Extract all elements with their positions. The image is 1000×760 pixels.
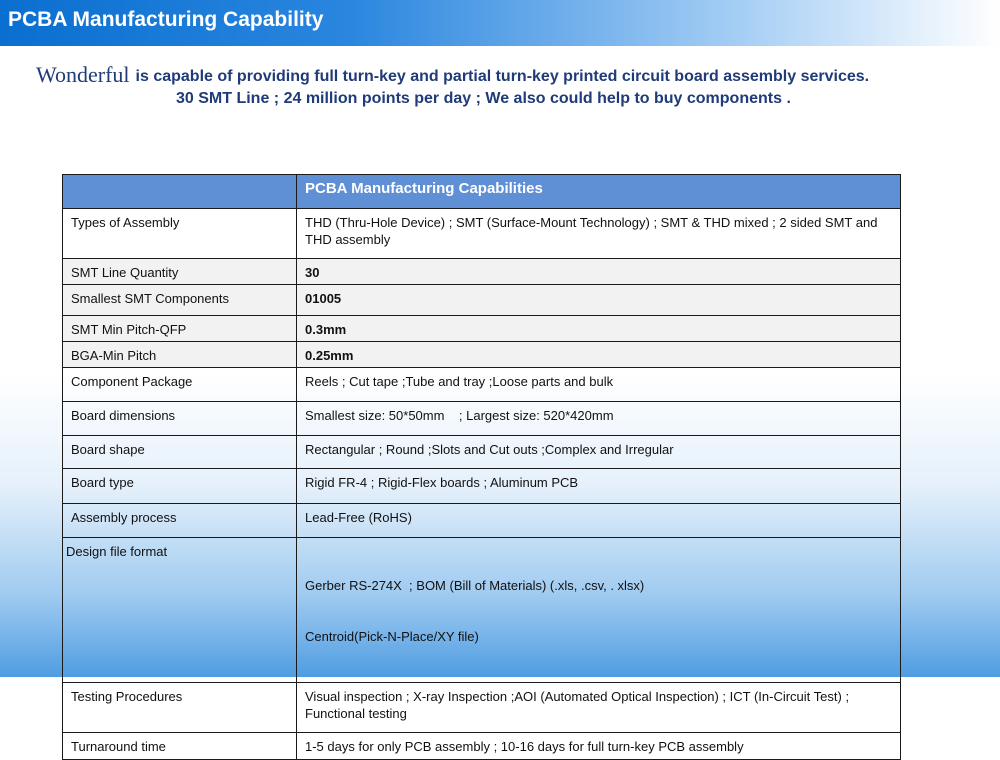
table-row [63, 209, 901, 259]
row-label: Turnaround time [63, 733, 297, 760]
table-header-blank [63, 175, 297, 209]
row-value-line-1: Gerber RS-274X ; BOM (Bill of Materials) (.xls, .csv, . xlsx) [305, 578, 645, 593]
table-row [63, 538, 901, 683]
row-label: SMT Min Pitch-QFP [63, 316, 297, 342]
row-label: Board dimensions [63, 402, 297, 436]
row-label: Board type [63, 469, 297, 504]
table-row [63, 368, 901, 402]
row-value: 1-5 days for only PCB assembly ; 10-16 days for full turn-key PCB assembly [297, 733, 901, 760]
row-label: SMT Line Quantity [63, 259, 297, 285]
intro-line-2: 30 SMT Line ; 24 million points per day ; We also could help to buy components . [176, 90, 791, 107]
row-value: Rigid FR-4 ; Rigid-Flex boards ; Aluminum PCB [297, 469, 901, 504]
table-row [63, 469, 901, 504]
row-value: 0.25mm [297, 342, 901, 368]
table-row [63, 733, 901, 760]
row-value: 0.3mm [297, 316, 901, 342]
table-row [63, 316, 901, 342]
table-row [63, 436, 901, 469]
row-value-line-2: Centroid(Pick-N-Place/XY file) [305, 629, 479, 644]
brand-name: Wonderful [36, 62, 130, 87]
row-value [297, 538, 901, 683]
capabilities-table [62, 174, 901, 760]
row-value: Reels ; Cut tape ;Tube and tray ;Loose parts and bulk [297, 368, 901, 402]
row-value: Smallest size: 50*50mm ; Largest size: 520*420mm [297, 402, 901, 436]
page-title: PCBA Manufacturing Capability [8, 8, 324, 31]
row-value: 30 [297, 259, 901, 285]
row-label: Types of Assembly [63, 209, 297, 259]
table-title: PCBA Manufacturing Capabilities [297, 175, 901, 209]
table-row [63, 285, 901, 316]
table-row [63, 504, 901, 538]
row-label: Design file format [63, 538, 297, 683]
table-row [63, 259, 901, 285]
table-row [63, 683, 901, 733]
table-row [63, 342, 901, 368]
row-value: Visual inspection ; X-ray Inspection ;AOI (Automated Optical Inspection) ; ICT (In-Circuit Test) ; Functional testing [297, 683, 901, 733]
intro-line-1 [36, 62, 869, 88]
row-label: Board shape [63, 436, 297, 469]
row-value: Lead-Free (RoHS) [297, 504, 901, 538]
table-row [63, 402, 901, 436]
row-value: 01005 [297, 285, 901, 316]
row-label: BGA-Min Pitch [63, 342, 297, 368]
row-label: Testing Procedures [63, 683, 297, 733]
row-value: Rectangular ; Round ;Slots and Cut outs ;Complex and Irregular [297, 436, 901, 469]
intro-line-1-text: is capable of providing full turn-key and partial turn-key printed circuit board assembly services. [135, 68, 870, 85]
row-label: Assembly process [63, 504, 297, 538]
row-value: THD (Thru-Hole Device) ; SMT (Surface-Mount Technology) ; SMT & THD mixed ; 2 sided SMT and THD assembly [297, 209, 901, 259]
row-label: Component Package [63, 368, 297, 402]
header-bar [0, 0, 1000, 46]
table-header-row [63, 175, 901, 209]
row-label: Smallest SMT Components [63, 285, 297, 316]
